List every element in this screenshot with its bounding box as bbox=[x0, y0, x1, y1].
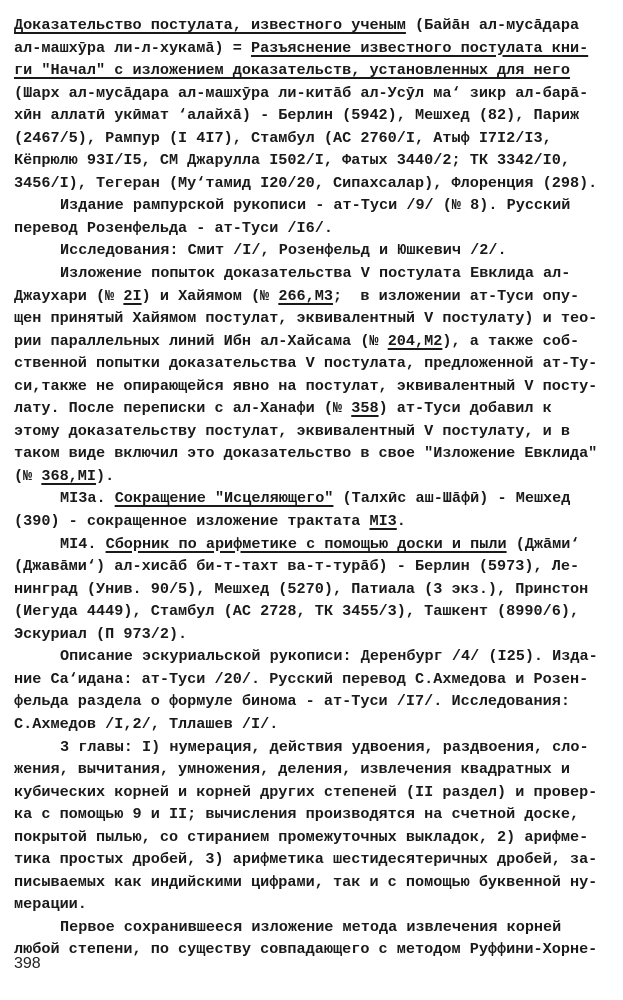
text-line bbox=[14, 578, 614, 601]
text-line bbox=[14, 104, 614, 127]
underlined-title: 2I bbox=[123, 286, 142, 305]
text-line bbox=[14, 487, 614, 510]
text-segment: ) и Хайямом (№ bbox=[141, 286, 279, 305]
text-segment: Эскуриал (П 973/2). bbox=[14, 624, 188, 643]
underlined-title: 266,M3 bbox=[278, 286, 334, 305]
text-segment: си,также не опирающейся явно на постулат, эквивалентный V посту- bbox=[14, 376, 598, 395]
text-line bbox=[14, 893, 614, 916]
text-line bbox=[14, 690, 614, 713]
text-segment: (№ bbox=[14, 466, 42, 485]
text-segment: (390) - сокращенное изложение трактата bbox=[14, 512, 370, 531]
text-line bbox=[14, 758, 614, 781]
text-segment: тика простых дробей, 3) арифметика шестидесятеричных дробей, за- bbox=[14, 850, 598, 869]
text-segment: кубических корней и корней других степеней (II раздел) и провер- bbox=[14, 782, 598, 801]
underlined-title: Разъяснение известного постулата кни- bbox=[250, 38, 589, 57]
text-segment: нинград (Унив. 90/5), Мешхед (5270), Патиала (3 экз.), Принстон bbox=[14, 579, 589, 598]
text-line bbox=[14, 871, 614, 894]
text-line bbox=[14, 442, 614, 465]
page-number: 398 bbox=[14, 955, 41, 972]
text-segment: Издание рампурской рукописи - ат-Туси /9/ (№ 8). Русский bbox=[60, 196, 571, 215]
text-segment: лату. После переписки с ал-Ханафи (№ bbox=[14, 399, 352, 418]
document-body bbox=[14, 14, 614, 961]
text-segment: (Джавāми‘) ал-хисāб би-т-тахт ва-т-турāб) - Берлин (5973), Ле- bbox=[14, 557, 580, 576]
text-line bbox=[14, 14, 614, 37]
text-line bbox=[14, 375, 614, 398]
text-segment: хӣн аллатӣ укӣмат ‘алайхā) - Берлин (5942), Мешхед (82), Париж bbox=[14, 106, 580, 125]
text-line bbox=[14, 623, 614, 646]
text-segment: (2467/5), Рампур (I 4I7), Стамбул (АС 2760/I, Атыф I7I2/I3, bbox=[14, 128, 552, 147]
text-line bbox=[14, 713, 614, 736]
text-segment: (Талхӣс аш-Шāфӣ) - Мешхед bbox=[333, 489, 571, 508]
text-line bbox=[14, 37, 614, 60]
text-segment: (Иегуда 4449), Стамбул (АС 2728, ТК 3455/3), Ташкент (8990/6), bbox=[14, 602, 580, 621]
text-segment: этому доказательству постулат, эквивалентный V постулату, и в bbox=[14, 421, 570, 440]
text-segment: MI4. bbox=[60, 534, 106, 553]
text-line bbox=[14, 668, 614, 691]
text-line bbox=[14, 510, 614, 533]
text-segment: Кёпрюлю 93I/I5, СМ Джарулла I502/I, Фатых 3440/2; ТК 3342/I0, bbox=[14, 151, 570, 170]
text-segment: С.Ахмедов /I,2/, Тллашев /I/. bbox=[14, 714, 279, 733]
text-segment: Джаухари (№ bbox=[14, 286, 124, 305]
text-line bbox=[14, 420, 614, 443]
text-segment: Первое сохранившееся изложение метода извлечения корней bbox=[60, 917, 562, 936]
text-line bbox=[14, 285, 614, 308]
text-segment: покрытой пылью, со стиранием промежуточных выкладок, 2) арифме- bbox=[14, 827, 589, 846]
text-segment: рии параллельных линий Ибн ал-Хайсама (№ bbox=[14, 331, 388, 350]
text-line bbox=[14, 239, 614, 262]
text-segment: (Байāн ал-мусāдара bbox=[405, 16, 580, 34]
text-line bbox=[14, 465, 614, 488]
text-line bbox=[14, 352, 614, 375]
text-line bbox=[14, 803, 614, 826]
text-line bbox=[14, 262, 614, 285]
text-segment: . bbox=[396, 512, 406, 531]
text-line bbox=[14, 194, 614, 217]
underlined-title: Сборник по арифметике с помощью доски и пыли bbox=[105, 534, 507, 553]
text-segment: перевод Розенфельда - ат-Туси /I6/. bbox=[14, 218, 333, 237]
underlined-title: ги "Начал" с изложением доказательств, установленных для него bbox=[14, 61, 570, 80]
text-segment: MI3a. bbox=[60, 489, 115, 508]
text-line bbox=[14, 149, 614, 172]
underlined-title: 204,M2 bbox=[387, 331, 443, 350]
text-segment: мерации. bbox=[14, 895, 87, 914]
text-line bbox=[14, 938, 614, 961]
text-line bbox=[14, 826, 614, 849]
text-segment: 3456/I), Тегеран (Му‘тамид I20/20, Сипахсалар), Флоренция (298). bbox=[14, 173, 598, 192]
text-line bbox=[14, 82, 614, 105]
text-line bbox=[14, 645, 614, 668]
text-segment: любой степени, по существу совпадающего с методом Руффини-Хорне- bbox=[14, 940, 598, 959]
text-line bbox=[14, 533, 614, 556]
text-segment: ) ат-Туси добавил к bbox=[378, 399, 552, 418]
text-line bbox=[14, 59, 614, 82]
text-segment: ственной попытки доказательства V постулата, предложенной ат-Ту- bbox=[14, 354, 598, 373]
text-segment: ). bbox=[96, 466, 115, 485]
text-segment: ), а также соб- bbox=[442, 331, 580, 350]
underlined-title: 368,MI bbox=[41, 466, 97, 485]
text-line bbox=[14, 555, 614, 578]
text-line bbox=[14, 127, 614, 150]
text-segment: фельда раздела о формуле бинома - ат-Туси /I7/. Исследования: bbox=[14, 692, 570, 711]
underlined-title: Сокращение "Исцеляющего" bbox=[114, 489, 334, 508]
underlined-title: 358 bbox=[351, 399, 379, 418]
text-segment: Исследования: Смит /I/, Розенфельд и Юшкевич /2/. bbox=[60, 241, 507, 260]
text-line bbox=[14, 916, 614, 939]
text-segment: жения, вычитания, умножения, деления, извлечения квадратных и bbox=[14, 760, 570, 779]
text-segment: Описание эскуриальской рукописи: Деренбург /4/ (I25). Изда- bbox=[60, 647, 598, 666]
text-line bbox=[14, 600, 614, 623]
text-segment: щен принятый Хайямом постулат, эквивалентный V постулату) и тео- bbox=[14, 309, 598, 328]
text-line bbox=[14, 330, 614, 353]
text-line bbox=[14, 307, 614, 330]
text-segment: (Шарх ал-мусāдара ал-машхӯра ли-китāб ал-Усӯл ма‘ зикр ал-барā- bbox=[14, 83, 589, 102]
underlined-title: Доказательство постулата, известного ученым bbox=[14, 16, 406, 34]
text-segment: 3 главы: I) нумерация, действия удвоения, раздвоения, сло- bbox=[60, 737, 589, 756]
text-segment: таком виде включил это доказательство в свое "Изложение Евклида" bbox=[14, 444, 598, 463]
text-line bbox=[14, 736, 614, 759]
text-segment: писываемых как индийскими цифрами, так и с помощью буквенной ну- bbox=[14, 872, 598, 891]
text-segment: ал-машхӯра ли-л-хукамā) = bbox=[14, 38, 251, 57]
text-line bbox=[14, 781, 614, 804]
text-segment: ка с помощью 9 и II; вычисления производятся на счетной доске, bbox=[14, 805, 580, 824]
text-line bbox=[14, 172, 614, 195]
text-segment: ние Са‘идана: ат-Туси /20/. Русский перевод С.Ахмедова и Розен- bbox=[14, 669, 589, 688]
underlined-title: MI3 bbox=[369, 512, 397, 531]
text-line bbox=[14, 848, 614, 871]
text-segment: (Джāми‘ bbox=[506, 534, 580, 553]
text-line bbox=[14, 397, 614, 420]
text-line bbox=[14, 217, 614, 240]
text-segment: Изложение попыток доказательства V постулата Евклида ал- bbox=[60, 264, 571, 283]
text-segment: ; в изложении ат-Туси опу- bbox=[333, 286, 580, 305]
